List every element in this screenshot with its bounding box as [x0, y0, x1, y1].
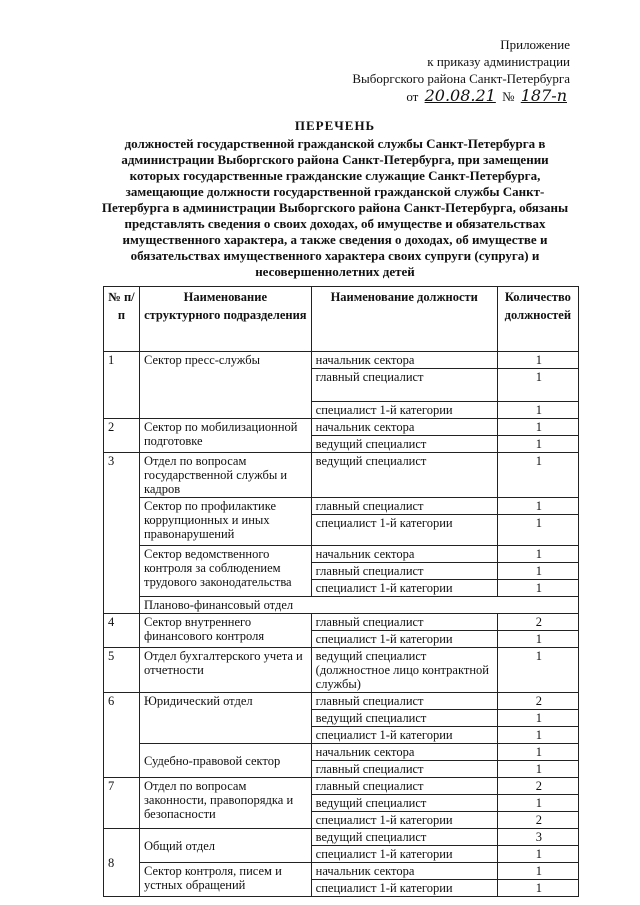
position-name: начальник сектора — [311, 419, 497, 436]
unit-name: Отдел по вопросам государственной службы и кадров — [139, 453, 311, 498]
row-number: 1 — [104, 352, 140, 419]
position-count: 1 — [497, 563, 578, 580]
position-count: 1 — [497, 880, 578, 897]
position-name: специалист 1-й категории — [311, 515, 497, 546]
position-name: начальник сектора — [311, 546, 497, 563]
position-name: начальник сектора — [311, 744, 497, 761]
position-count: 1 — [497, 580, 578, 597]
position-name: специалист 1-й категории — [311, 727, 497, 744]
position-name: ведущий специалист — [311, 710, 497, 727]
unit-name: Сектор ведомственного контроля за соблюдением трудового законодательства — [139, 546, 311, 597]
table-header-row — [104, 287, 579, 352]
header-unit: Наименование структурного подразделения — [139, 287, 311, 352]
position-name: главный специалист — [311, 614, 497, 631]
appendix-line3: Выборгского района Санкт-Петербурга — [352, 71, 570, 86]
table-row — [104, 863, 579, 880]
title-heading: ПЕРЕЧЕНЬ — [294, 118, 376, 133]
unit-name: Судебно-правовой сектор — [139, 744, 311, 778]
unit-name: Юридический отдел — [139, 693, 311, 744]
position-name: главный специалист — [311, 693, 497, 710]
position-name: ведущий специалист — [311, 795, 497, 812]
position-name: специалист 1-й категории — [311, 580, 497, 597]
header-count: Количество должностей — [497, 287, 578, 352]
position-name: специалист 1-й категории — [311, 631, 497, 648]
table-row — [104, 744, 579, 761]
position-count: 1 — [497, 727, 578, 744]
position-name: специалист 1-й категории — [311, 846, 497, 863]
handwritten-date: 20.08.21 — [424, 86, 496, 105]
position-count: 2 — [497, 693, 578, 710]
position-name: специалист 1-й категории — [311, 402, 497, 419]
header-position: Наименование должности — [311, 287, 497, 352]
row-number: 8 — [104, 829, 140, 897]
row-number: 6 — [104, 693, 140, 778]
position-count: 1 — [497, 546, 578, 563]
appendix-line1: Приложение — [500, 37, 570, 52]
position-count: 1 — [497, 863, 578, 880]
table-row — [104, 829, 579, 846]
position-count: 1 — [497, 402, 578, 419]
position-name: ведущий специалист — [311, 829, 497, 846]
title-body: должностей государственной гражданской службы Санкт-Петербурга в администрации Выборгского района Санкт-Петербурга, при замещении которых государственные гражданские служащие Санкт-Петербурга, замещающие должности государственной гражданской службы Санкт-Петербурга в администрации Выборгского района Санкт-Петербурга, обязаны представлять сведения о своих доходах, об имуществе и обязательствах имущественного характера, а также сведения о доходах, об имуществе и обязательствах имущественного характера своих супруги (супруга) и несовершеннолетних детей — [101, 136, 569, 279]
row-number: 7 — [104, 778, 140, 829]
table-row — [104, 614, 579, 631]
unit-name: Общий отдел — [139, 829, 311, 863]
position-count: 1 — [497, 744, 578, 761]
appendix-block — [352, 36, 570, 105]
position-count: 1 — [497, 795, 578, 812]
table-row — [104, 693, 579, 710]
position-name: специалист 1-й категории — [311, 880, 497, 897]
table-row — [104, 778, 579, 795]
row-number: 3 — [104, 453, 140, 614]
position-count: 2 — [497, 778, 578, 795]
handwritten-number: 187-п — [520, 86, 567, 105]
position-name: главный специалист — [311, 498, 497, 515]
position-count: 1 — [497, 631, 578, 648]
position-count: 1 — [497, 369, 578, 402]
position-count: 1 — [497, 761, 578, 778]
appendix-date-line — [352, 87, 570, 105]
unit-name: Сектор по мобилизационной подготовке — [139, 419, 311, 453]
position-count: 1 — [497, 453, 578, 498]
position-name: главный специалист — [311, 369, 497, 402]
date-prefix: от — [406, 89, 419, 104]
position-name: ведущий специалист (должностное лицо контрактной службы) — [311, 648, 497, 693]
header-num: № п/п — [104, 287, 140, 352]
appendix-line2: к приказу администрации — [427, 54, 570, 69]
document-title — [100, 118, 570, 280]
position-name: главный специалист — [311, 761, 497, 778]
position-count: 2 — [497, 812, 578, 829]
table-row — [104, 648, 579, 693]
unit-name: Сектор внутреннего финансового контроля — [139, 614, 311, 648]
position-name: начальник сектора — [311, 352, 497, 369]
position-count: 1 — [497, 846, 578, 863]
position-count: 1 — [497, 419, 578, 436]
unit-name: Отдел бухгалтерского учета и отчетности — [139, 648, 311, 693]
position-count: 1 — [497, 498, 578, 515]
row-number: 5 — [104, 648, 140, 693]
position-count: 3 — [497, 829, 578, 846]
unit-name: Сектор по профилактике коррупционных и иных правонарушений — [139, 498, 311, 546]
table-row — [104, 453, 579, 498]
unit-name: Отдел по вопросам законности, правопорядка и безопасности — [139, 778, 311, 829]
table-row — [104, 546, 579, 563]
unit-name: Сектор пресс-службы — [139, 352, 311, 419]
position-count: 1 — [497, 352, 578, 369]
positions-table — [103, 286, 579, 897]
position-name: главный специалист — [311, 563, 497, 580]
position-count: 1 — [497, 648, 578, 693]
position-name: ведущий специалист — [311, 453, 497, 498]
position-count: 2 — [497, 614, 578, 631]
table-row — [104, 498, 579, 515]
position-count: 1 — [497, 515, 578, 546]
position-name: ведущий специалист — [311, 436, 497, 453]
number-sign: № — [502, 89, 515, 104]
row-number: 2 — [104, 419, 140, 453]
unit-name: Сектор контроля, писем и устных обращений — [139, 863, 311, 897]
position-name: главный специалист — [311, 778, 497, 795]
table-row — [104, 352, 579, 369]
position-count: 1 — [497, 436, 578, 453]
table-row — [104, 419, 579, 436]
table-row — [104, 597, 579, 614]
position-name: специалист 1-й категории — [311, 812, 497, 829]
position-name: начальник сектора — [311, 863, 497, 880]
row-number: 4 — [104, 614, 140, 648]
position-count: 1 — [497, 710, 578, 727]
unit-name: Планово-финансовый отдел — [139, 597, 578, 614]
